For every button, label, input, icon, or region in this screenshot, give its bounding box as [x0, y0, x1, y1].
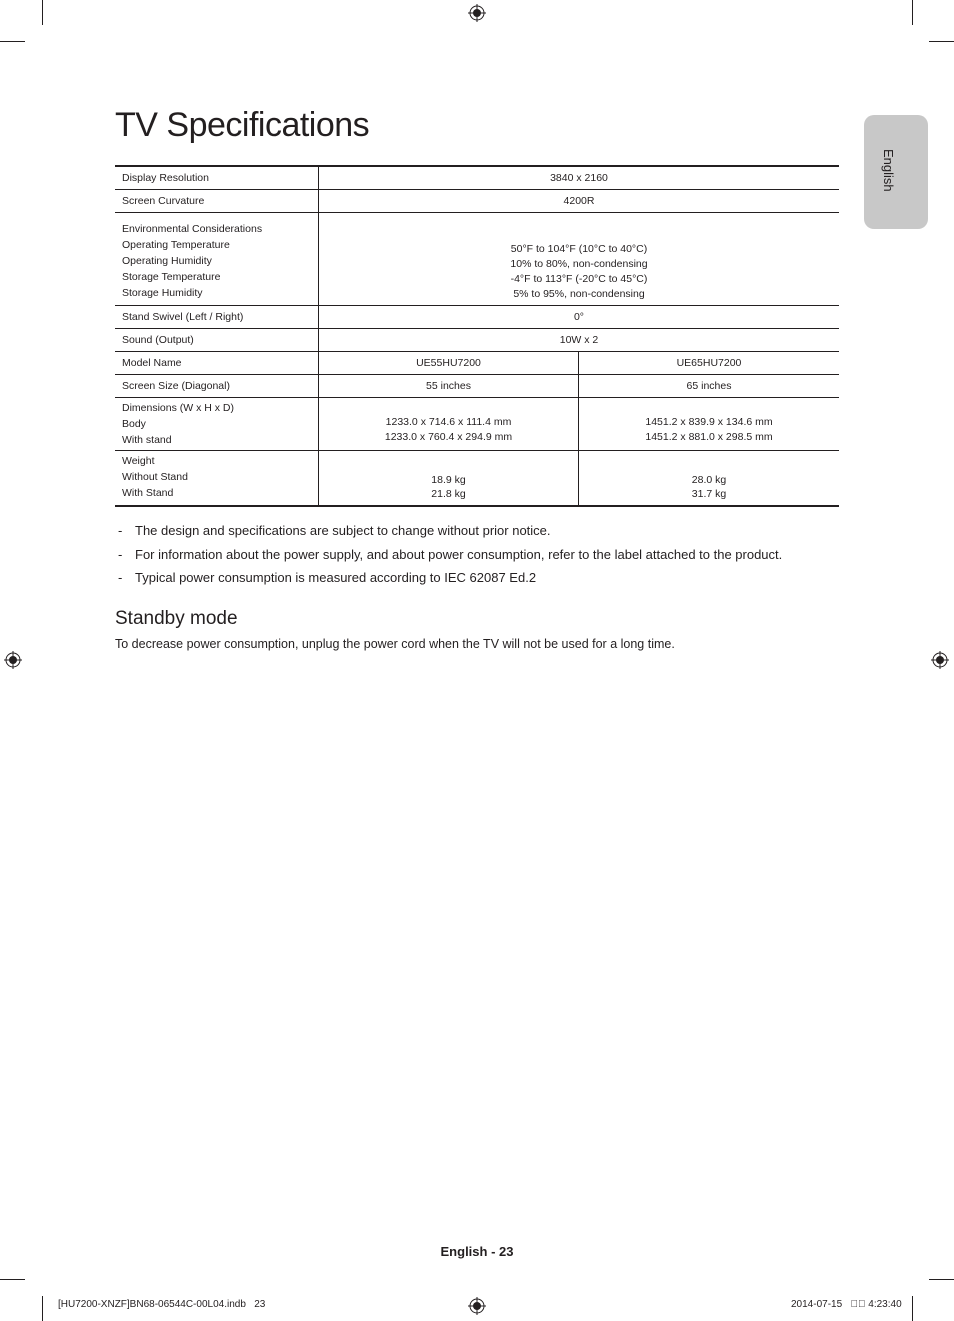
spec-label: Dimensions (W x H x D) [122, 402, 235, 414]
model-b-value: UE65HU7200 [579, 352, 840, 375]
note-dash: - [118, 546, 123, 562]
list-item [115, 569, 845, 593]
spec-label-group [115, 451, 319, 507]
spec-label: Stand Swivel (Left / Right) [115, 306, 319, 329]
page-number: English - 23 [440, 1244, 514, 1259]
language-tab [864, 115, 928, 229]
note-dash: - [118, 523, 123, 538]
spec-label-group [115, 213, 319, 306]
spec-value: 10W x 2 [319, 329, 840, 352]
spec-label: Without Stand [122, 471, 188, 483]
spec-label: Sound (Output) [115, 329, 319, 352]
spec-label: With Stand [122, 487, 174, 499]
model-b-value: 1451.2 x 839.9 x 134.6 mm [645, 416, 773, 428]
crop-mark [42, 0, 43, 25]
crop-mark [929, 1279, 954, 1280]
standby-text: To decrease power consumption, unplug the power cord when the TV will not be used for a long time. [115, 637, 675, 651]
spec-label: With stand [122, 434, 172, 446]
spec-label: Model Name [115, 352, 319, 375]
crop-mark [912, 1296, 913, 1321]
spec-label: Screen Size (Diagonal) [115, 375, 319, 398]
spec-label: Weight [122, 455, 155, 467]
model-b-value: 65 inches [579, 375, 840, 398]
model-a-value-group [319, 398, 579, 451]
crop-mark [912, 0, 913, 25]
spec-label: Environmental Considerations [122, 223, 263, 235]
language-tab-label: English [881, 149, 896, 192]
table-row [115, 375, 839, 398]
note-text: The design and specifications are subject to change without prior notice. [135, 523, 551, 538]
spec-value: 4200R [319, 190, 840, 213]
table-row [115, 306, 839, 329]
spec-value: 5% to 95%, non-condensing [513, 288, 645, 300]
spec-label-group [115, 398, 319, 451]
print-slug-timestamp: 2014-07-15 ￿￿ 4:23:40 [791, 1299, 902, 1310]
registration-mark-icon [468, 1297, 486, 1315]
spec-label: Body [122, 418, 146, 430]
note-text: Typical power consumption is measured according to IEC 62087 Ed.2 [135, 570, 537, 585]
print-slug-file: [HU7200-XNZF]BN68-06544C-00L04.indb 23 [58, 1299, 266, 1310]
table-row [115, 213, 839, 306]
list-item [115, 546, 845, 570]
model-b-value-group [579, 451, 840, 507]
spec-value: 0° [319, 306, 840, 329]
note-text: For information about the power supply, and about power consumption, refer to the label attached to the product. [135, 546, 783, 562]
spec-table [115, 165, 839, 507]
model-a-value: 1233.0 x 760.4 x 294.9 mm [384, 431, 513, 443]
page-title: TV Specifications [115, 106, 370, 144]
model-b-value: 28.0 kg [691, 474, 727, 486]
model-b-value: 31.7 kg [691, 488, 727, 500]
spec-label: Screen Curvature [115, 190, 319, 213]
table-row [115, 352, 839, 375]
crop-mark [0, 1279, 25, 1280]
table-row [115, 190, 839, 213]
table-row [115, 166, 839, 190]
spec-value: -4°F to 113°F (-20°C to 45°C) [510, 273, 648, 285]
model-b-value: 1451.2 x 881.0 x 298.5 mm [645, 431, 773, 443]
model-a-value: 55 inches [319, 375, 579, 398]
spec-label: Storage Temperature [122, 271, 221, 283]
model-a-value: 1233.0 x 714.6 x 111.4 mm [385, 416, 512, 428]
crop-mark [0, 41, 25, 42]
spec-value: 50°F to 104°F (10°C to 40°C) [510, 243, 648, 255]
notes-list [115, 522, 845, 593]
spec-label: Operating Temperature [122, 239, 230, 251]
standby-heading: Standby mode [115, 608, 238, 629]
table-row [115, 398, 839, 451]
registration-mark-icon [468, 4, 486, 22]
spec-value: 10% to 80%, non-condensing [510, 258, 648, 270]
model-a-value: UE55HU7200 [319, 352, 579, 375]
model-a-value-group [319, 451, 579, 507]
model-b-value-group [579, 398, 840, 451]
spec-label: Display Resolution [115, 166, 319, 190]
model-a-value: 21.8 kg [431, 488, 466, 500]
registration-mark-icon [4, 651, 22, 669]
model-a-value: 18.9 kg [431, 474, 466, 486]
crop-mark [42, 1296, 43, 1321]
spec-value-group [319, 213, 840, 306]
crop-mark [929, 41, 954, 42]
spec-label: Storage Humidity [122, 287, 203, 299]
spec-label: Operating Humidity [122, 255, 212, 267]
spec-value: 3840 x 2160 [319, 166, 840, 190]
list-item [115, 522, 845, 546]
registration-mark-icon [931, 651, 949, 669]
note-dash: - [118, 570, 123, 585]
table-row [115, 329, 839, 352]
table-row [115, 451, 839, 507]
